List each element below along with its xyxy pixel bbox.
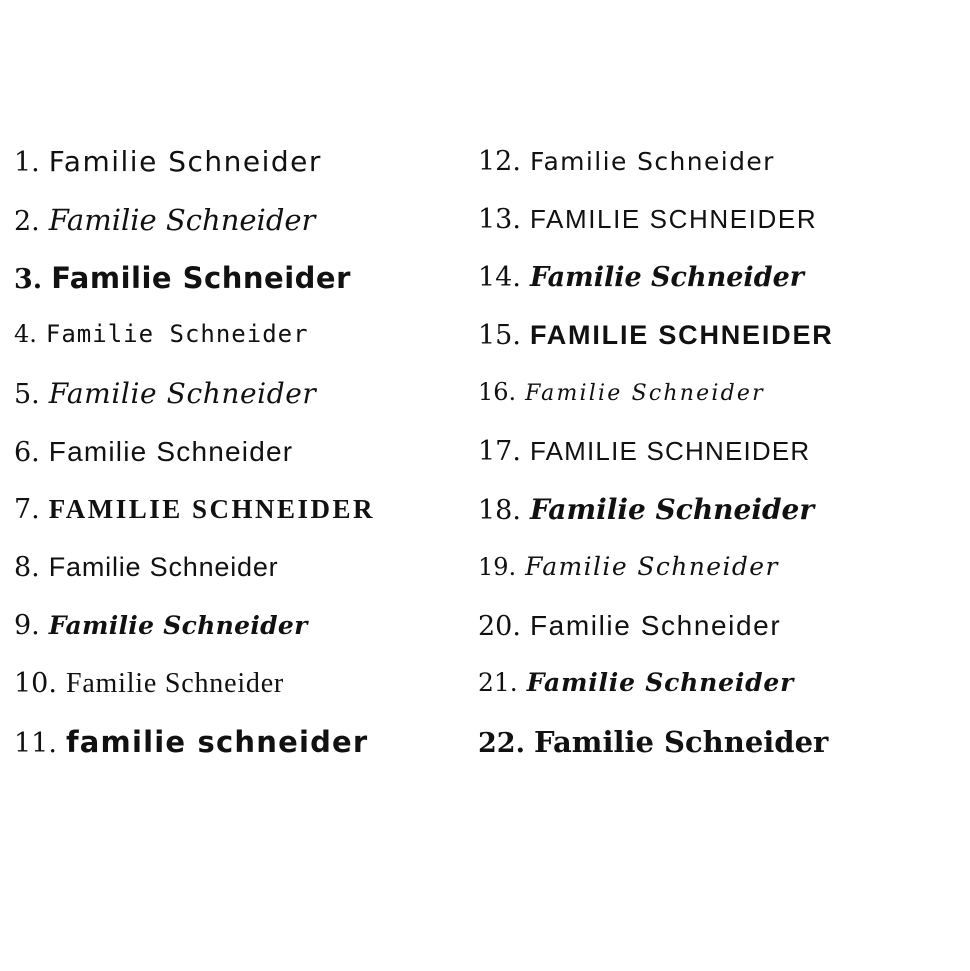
list-item — [14, 261, 478, 322]
sample-number: 10. — [14, 668, 57, 699]
list-item — [14, 377, 478, 438]
list-item — [14, 670, 478, 728]
sample-number: 20. — [478, 611, 521, 642]
sample-number: 7. — [14, 494, 40, 525]
sample-number: 16. — [478, 378, 517, 406]
list-item — [14, 612, 478, 670]
sample-number: 14. — [478, 262, 521, 293]
sample-number: 8. — [14, 552, 40, 583]
sample-number: 17. — [478, 436, 521, 467]
list-item — [478, 554, 970, 612]
sample-name: Familie Schneider — [48, 145, 322, 178]
font-sample-columns — [0, 145, 970, 786]
sample-name: Familie Schneider — [48, 611, 308, 640]
sample-name: FAMILIE SCHNEIDER — [529, 204, 818, 234]
list-item — [14, 322, 478, 380]
sample-name: Familie Schneider — [529, 610, 782, 641]
list-item — [14, 438, 478, 496]
list-item — [478, 264, 970, 322]
sample-number: 22. — [478, 728, 525, 759]
sample-name: Familie Schneider — [51, 261, 351, 295]
list-item — [478, 670, 970, 728]
sample-name: Familie Schneider — [526, 668, 795, 697]
list-item — [14, 725, 478, 786]
sample-number: 1. — [14, 147, 40, 178]
list-item — [14, 203, 478, 264]
sample-name: Familie Schneider — [48, 377, 317, 410]
sample-name: familie schneider — [65, 725, 369, 759]
sample-name: Familie Schneider — [525, 381, 765, 406]
sample-number: 6. — [14, 437, 40, 468]
list-item — [478, 206, 970, 264]
list-item — [478, 725, 970, 786]
sample-number: 5. — [14, 379, 40, 410]
sample-name: FAMILIE SCHNEIDER — [529, 436, 811, 466]
list-item — [478, 380, 970, 438]
list-item — [478, 493, 970, 554]
sample-number: 15. — [478, 320, 521, 351]
sample-number: 18. — [478, 495, 521, 526]
sample-number: 11. — [14, 728, 57, 759]
sample-name: Familie Schneider — [529, 262, 804, 293]
sample-name: Familie Schneider — [65, 668, 285, 699]
list-item — [14, 145, 478, 206]
sample-name: Familie Schneider — [45, 320, 309, 348]
sample-number: 2. — [14, 206, 40, 237]
sample-name: Familie Schneider — [48, 552, 279, 582]
sample-name: Familie Schneider — [533, 725, 829, 759]
list-item — [478, 612, 970, 670]
sample-name: Familie Schneider — [48, 436, 294, 467]
sample-number: 21. — [478, 668, 518, 697]
sample-name: Familie Schneider — [48, 203, 316, 237]
sample-name: Familie Schneider — [529, 147, 775, 176]
sample-name: Familie Schneider — [525, 552, 779, 581]
sample-name: Familie Schneider — [529, 493, 815, 526]
list-item — [478, 438, 970, 496]
sample-number: 12. — [478, 146, 521, 177]
list-item — [478, 148, 970, 206]
sample-number: 9. — [14, 610, 40, 641]
sample-number: 4. — [14, 320, 37, 348]
list-item — [478, 322, 970, 380]
list-item — [14, 496, 478, 554]
sample-number: 13. — [478, 204, 521, 235]
sample-number: 19. — [478, 553, 517, 581]
font-sample-column-right — [478, 148, 970, 786]
sample-number: 3. — [14, 264, 43, 295]
sample-name: FAMILIE SCHNEIDER — [529, 320, 834, 350]
sample-name: FAMILIE SCHNEIDER — [48, 494, 376, 524]
font-sample-column-left — [0, 145, 478, 786]
list-item — [14, 554, 478, 612]
